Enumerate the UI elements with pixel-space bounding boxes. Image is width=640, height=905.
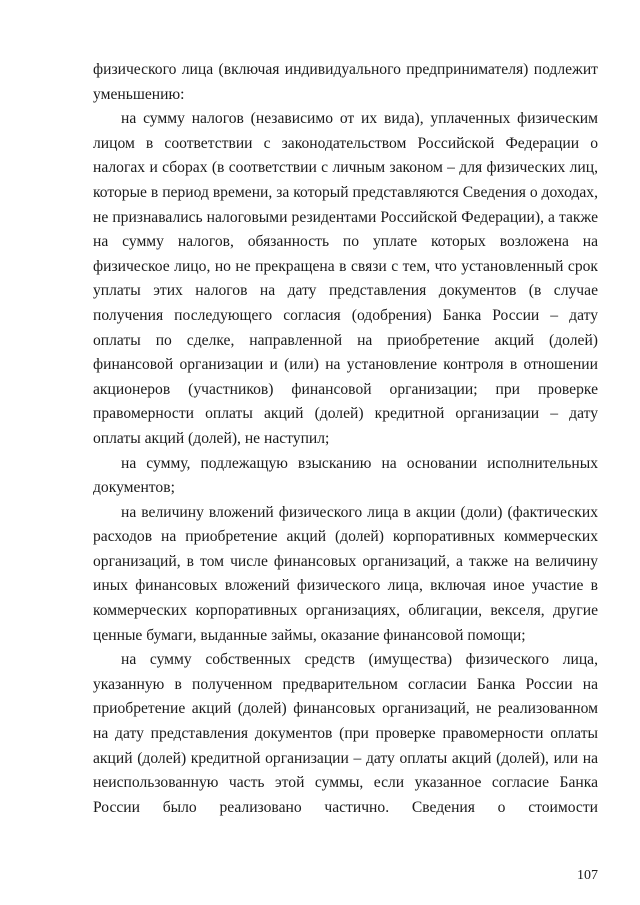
body-text [93, 58, 598, 820]
paragraph-enforcement-amount: на сумму, подлежащую взысканию на основании исполнительных документов; [93, 454, 598, 497]
paragraph-continuation: физического лица (включая индивидуального предпринимателя) подлежит уменьшению: [93, 61, 598, 103]
paragraph-taxes-paid: на сумму налогов (независимо от их вида), уплаченных физическим лицом в соответствии с законодательством Российской Федерации о налогах и сборах (в соответствии с личным законом – для физических лиц, которые в период времени, за который представляются Сведения о доходах, не признавались налоговыми резидентами Российской Федерации), а также на сумму налогов, обязанность по уплате которых возложена на физическое лицо, но не прекращена в связи с тем, что установленный срок уплаты этих налогов на дату представления документов (в случае получения последующего согласия (одобрения) Банка России – дату оплаты по сделке, направленной на приобретение акций (долей) финансовой организации и (или) на установление контроля в отношении акционеров (участников) финансовой организации; при проверке правомерности оплаты акций (долей) кредитной организации – дату оплаты акций (долей), не наступил; [93, 110, 598, 447]
paragraph-investments: на величину вложений физического лица в акции (доли) (фактических расходов на приобретение акций (долей) корпоративных коммерческих организаций, в том числе финансовых организаций, а также на величину иных финансовых вложений физического лица, включая иное участие в коммерческих корпоративных организациях, облигации, векселя, другие ценные бумаги, выданные займы, оказание финансовой помощи; [93, 503, 598, 644]
page-number: 107 [577, 868, 598, 883]
paragraph-own-funds: на сумму собственных средств (имущества) физического лица, указанную в полученном предварительном согласии Банка России на приобретение акций (долей) финансовых организаций, не реализованном на дату представления документов (при проверке правомерности оплаты акций (долей) кредитной организации – дату оплаты акций (долей), или на неиспользованную часть этой суммы, если указанное согласие Банка России было реализовано частично. Сведения о стоимости [93, 651, 598, 816]
